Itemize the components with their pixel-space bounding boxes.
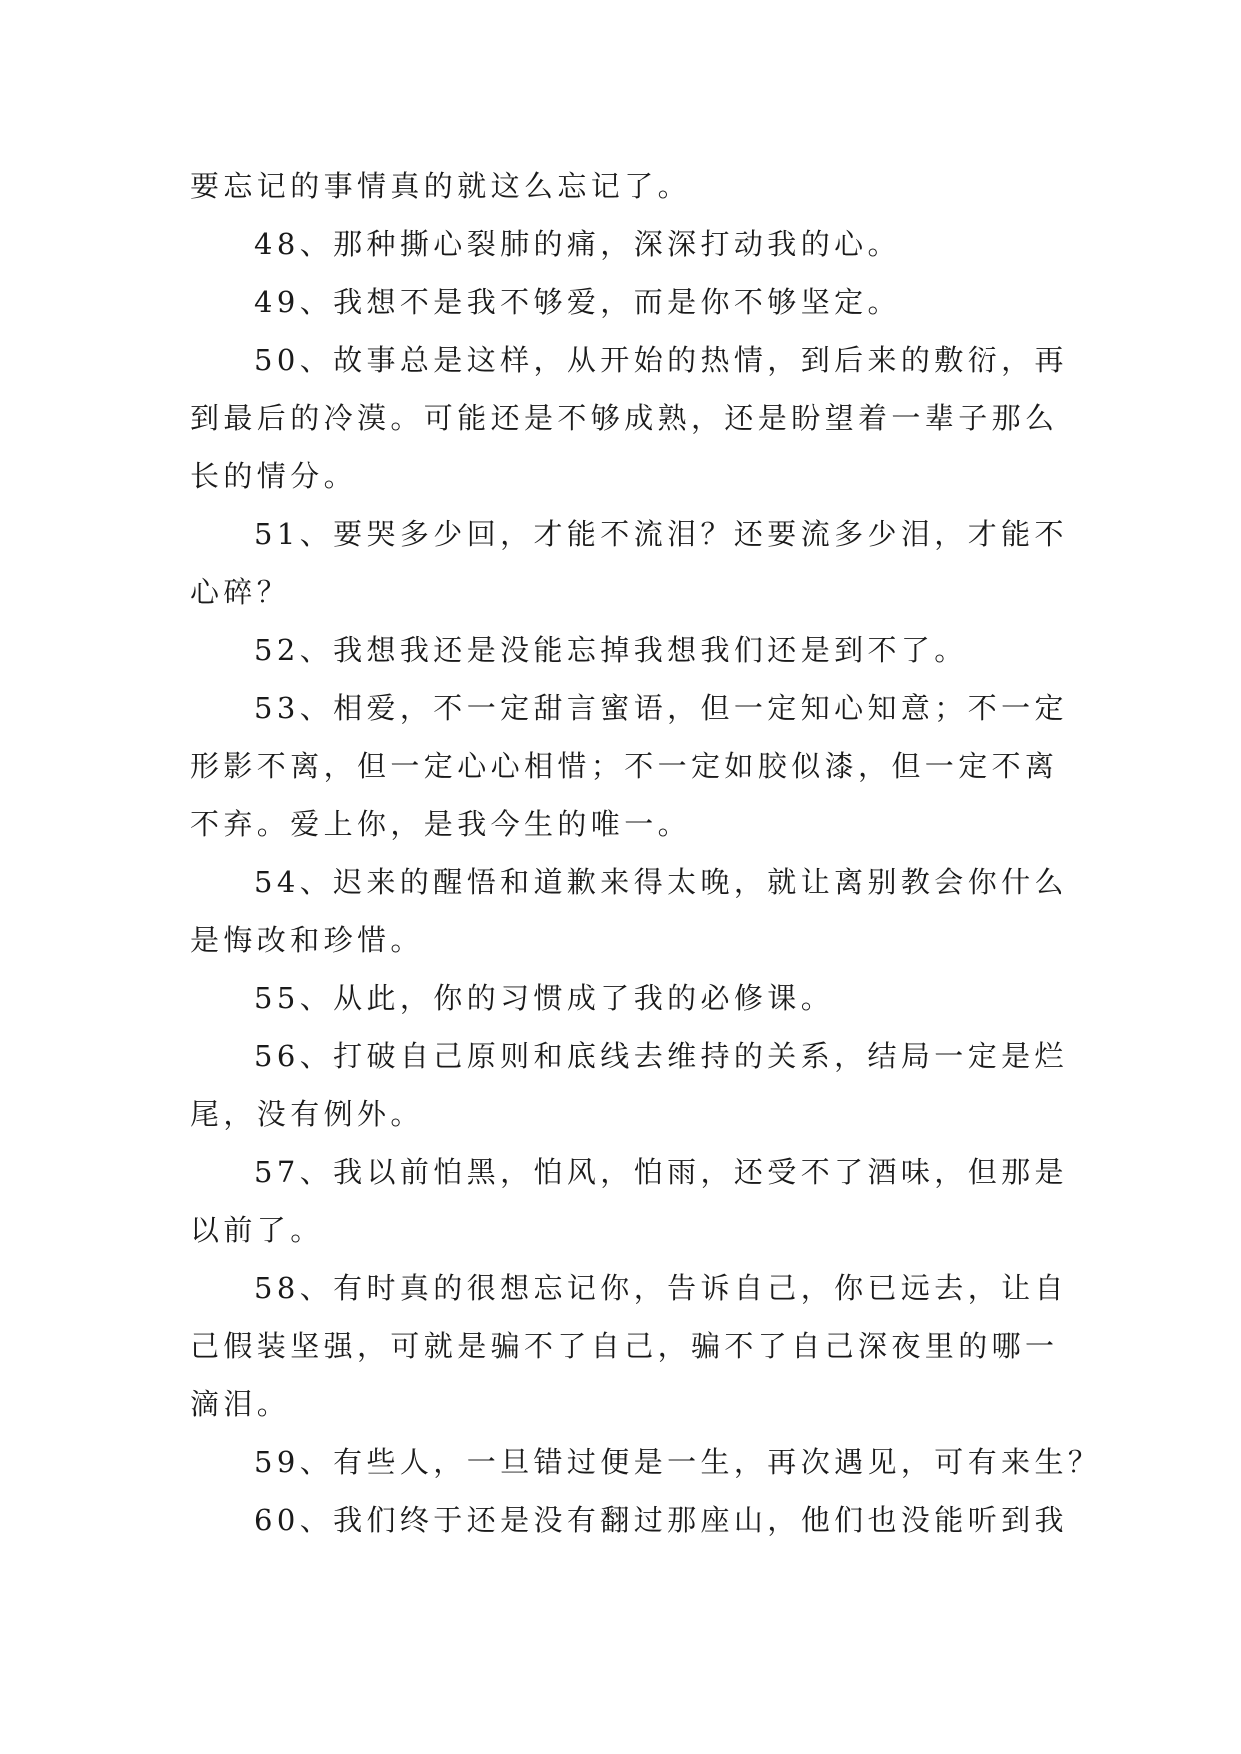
text-line: 长的情分。 [190,459,358,493]
text-line: 55、从此，你的习惯成了我的必修课。 [254,981,835,1015]
text-line: 54、迟来的醒悟和道歉来得太晚，就让离别教会你什么 [254,865,1068,899]
text-line: 49、我想不是我不够爱，而是你不够坚定。 [254,285,901,319]
text-line: 52、我想我还是没能忘掉我想我们还是到不了。 [254,633,968,667]
text-line: 要忘记的事情真的就这么忘记了。 [190,169,692,203]
text-line: 60、我们终于还是没有翻过那座山，他们也没能听到我 [254,1503,1068,1537]
text-line: 尾，没有例外。 [190,1097,424,1131]
text-line: 心碎？ [190,575,291,609]
text-line: 己假装坚强，可就是骗不了自己，骗不了自己深夜里的哪一 [190,1329,1059,1363]
text-line: 不弃。爱上你，是我今生的唯一。 [190,807,692,841]
text-line: 滴泪。 [190,1387,291,1421]
text-line: 59、有些人，一旦错过便是一生，再次遇见，可有来生？ [254,1445,1102,1479]
text-line: 51、要哭多少回，才能不流泪？还要流多少泪，才能不 [254,517,1068,551]
text-line: 57、我以前怕黑，怕风，怕雨，还受不了酒味，但那是 [254,1155,1068,1189]
text-line: 到最后的冷漠。可能还是不够成熟，还是盼望着一辈子那么 [190,401,1059,435]
text-line: 是悔改和珍惜。 [190,923,424,957]
text-line: 53、相爱，不一定甜言蜜语，但一定知心知意；不一定 [254,691,1068,725]
text-line: 以前了。 [190,1213,324,1247]
body-text [190,157,1102,1549]
text-line: 形影不离，但一定心心相惜；不一定如胶似漆，但一定不离 [190,749,1059,783]
text-line: 58、有时真的很想忘记你，告诉自己，你已远去，让自 [254,1271,1068,1305]
text-line: 50、故事总是这样，从开始的热情，到后来的敷衍，再 [254,343,1068,377]
text-line: 56、打破自己原则和底线去维持的关系，结局一定是烂 [254,1039,1068,1073]
text-line: 48、那种撕心裂肺的痛，深深打动我的心。 [254,227,901,261]
